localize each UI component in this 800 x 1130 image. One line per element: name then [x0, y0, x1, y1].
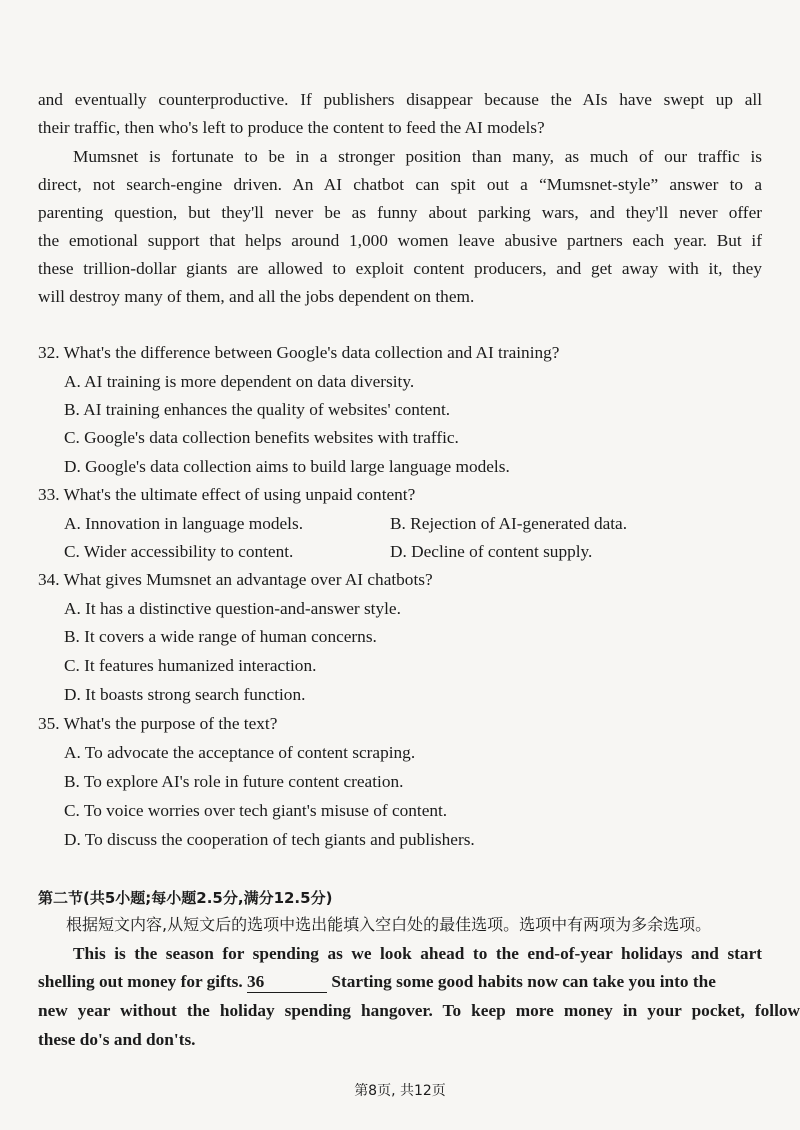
- option-33a[interactable]: A. Innovation in language models.: [64, 514, 304, 533]
- passage-line: Mumsnet is fortunate to be in a stronger position than many, as much of our traffic is: [73, 147, 762, 166]
- option-35b[interactable]: B. To explore AI's role in future content creation.: [64, 772, 404, 791]
- option-34c[interactable]: C. It features humanized interaction.: [64, 656, 317, 675]
- option-33d[interactable]: D. Decline of content supply.: [390, 542, 593, 561]
- passage-line: the emotional support that helps around 1,000 women leave abusive partners each year. But if: [38, 231, 762, 250]
- cloze-line: This is the season for spending as we look ahead to the end-of-year holidays and start: [73, 944, 762, 963]
- passage-line: parenting question, but they'll never be as funny about parking wars, and they'll never offer: [38, 203, 762, 222]
- option-32a[interactable]: A. AI training is more dependent on data diversity.: [64, 372, 415, 391]
- option-35a[interactable]: A. To advocate the acceptance of content scraping.: [64, 743, 416, 762]
- passage-line: direct, not search-engine driven. An AI chatbot can spit out a “Mumsnet-style” answer to a: [38, 175, 762, 194]
- question-33-stem: 33. What's the ultimate effect of using unpaid content?: [38, 485, 416, 504]
- page-number: 第8页, 共12页: [354, 1083, 446, 1099]
- passage-line: and eventually counterproductive. If publishers disappear because the AIs have swept up all: [38, 90, 762, 109]
- option-33b[interactable]: B. Rejection of AI-generated data.: [390, 514, 628, 533]
- option-34a[interactable]: A. It has a distinctive question-and-answer style.: [64, 599, 401, 618]
- cloze-line-with-blank: [38, 968, 800, 996]
- question-35-stem: 35. What's the purpose of the text?: [38, 714, 278, 733]
- option-35c[interactable]: C. To voice worries over tech giant's misuse of content.: [64, 801, 448, 820]
- cloze-text: Starting some good habits now can take you into the: [331, 972, 716, 991]
- cloze-text: shelling out money for gifts.: [38, 972, 243, 991]
- option-32c[interactable]: C. Google's data collection benefits websites with traffic.: [64, 428, 459, 447]
- passage-line: their traffic, then who's left to produce the content to feed the AI models?: [38, 118, 545, 137]
- option-33c[interactable]: C. Wider accessibility to content.: [64, 542, 294, 561]
- blank-36[interactable]: 36: [247, 972, 327, 993]
- question-34-stem: 34. What gives Mumsnet an advantage over AI chatbots?: [38, 570, 433, 589]
- passage-line: these trillion-dollar giants are allowed to exploit content producers, and get away with it, they: [38, 259, 762, 278]
- option-32d[interactable]: D. Google's data collection aims to build large language models.: [64, 457, 510, 476]
- option-34b[interactable]: B. It covers a wide range of human concerns.: [64, 627, 377, 646]
- option-35d[interactable]: D. To discuss the cooperation of tech giants and publishers.: [64, 830, 475, 849]
- section-2-heading: 第二节(共5小题;每小题2.5分,满分12.5分): [38, 889, 333, 907]
- section-2-instruction: 根据短文内容,从短文后的选项中选出能填入空白处的最佳选项。选项中有两项为多余选项。: [66, 915, 712, 934]
- cloze-line: new year without the holiday spending hangover. To keep more money in your pocket, follow: [38, 1001, 800, 1020]
- option-32b[interactable]: B. AI training enhances the quality of websites' content.: [64, 400, 451, 419]
- question-32-stem: 32. What's the difference between Google's data collection and AI training?: [38, 343, 560, 362]
- option-34d[interactable]: D. It boasts strong search function.: [64, 685, 306, 704]
- passage-line: will destroy many of them, and all the jobs dependent on them.: [38, 287, 475, 306]
- cloze-line: these do's and don'ts.: [38, 1030, 196, 1049]
